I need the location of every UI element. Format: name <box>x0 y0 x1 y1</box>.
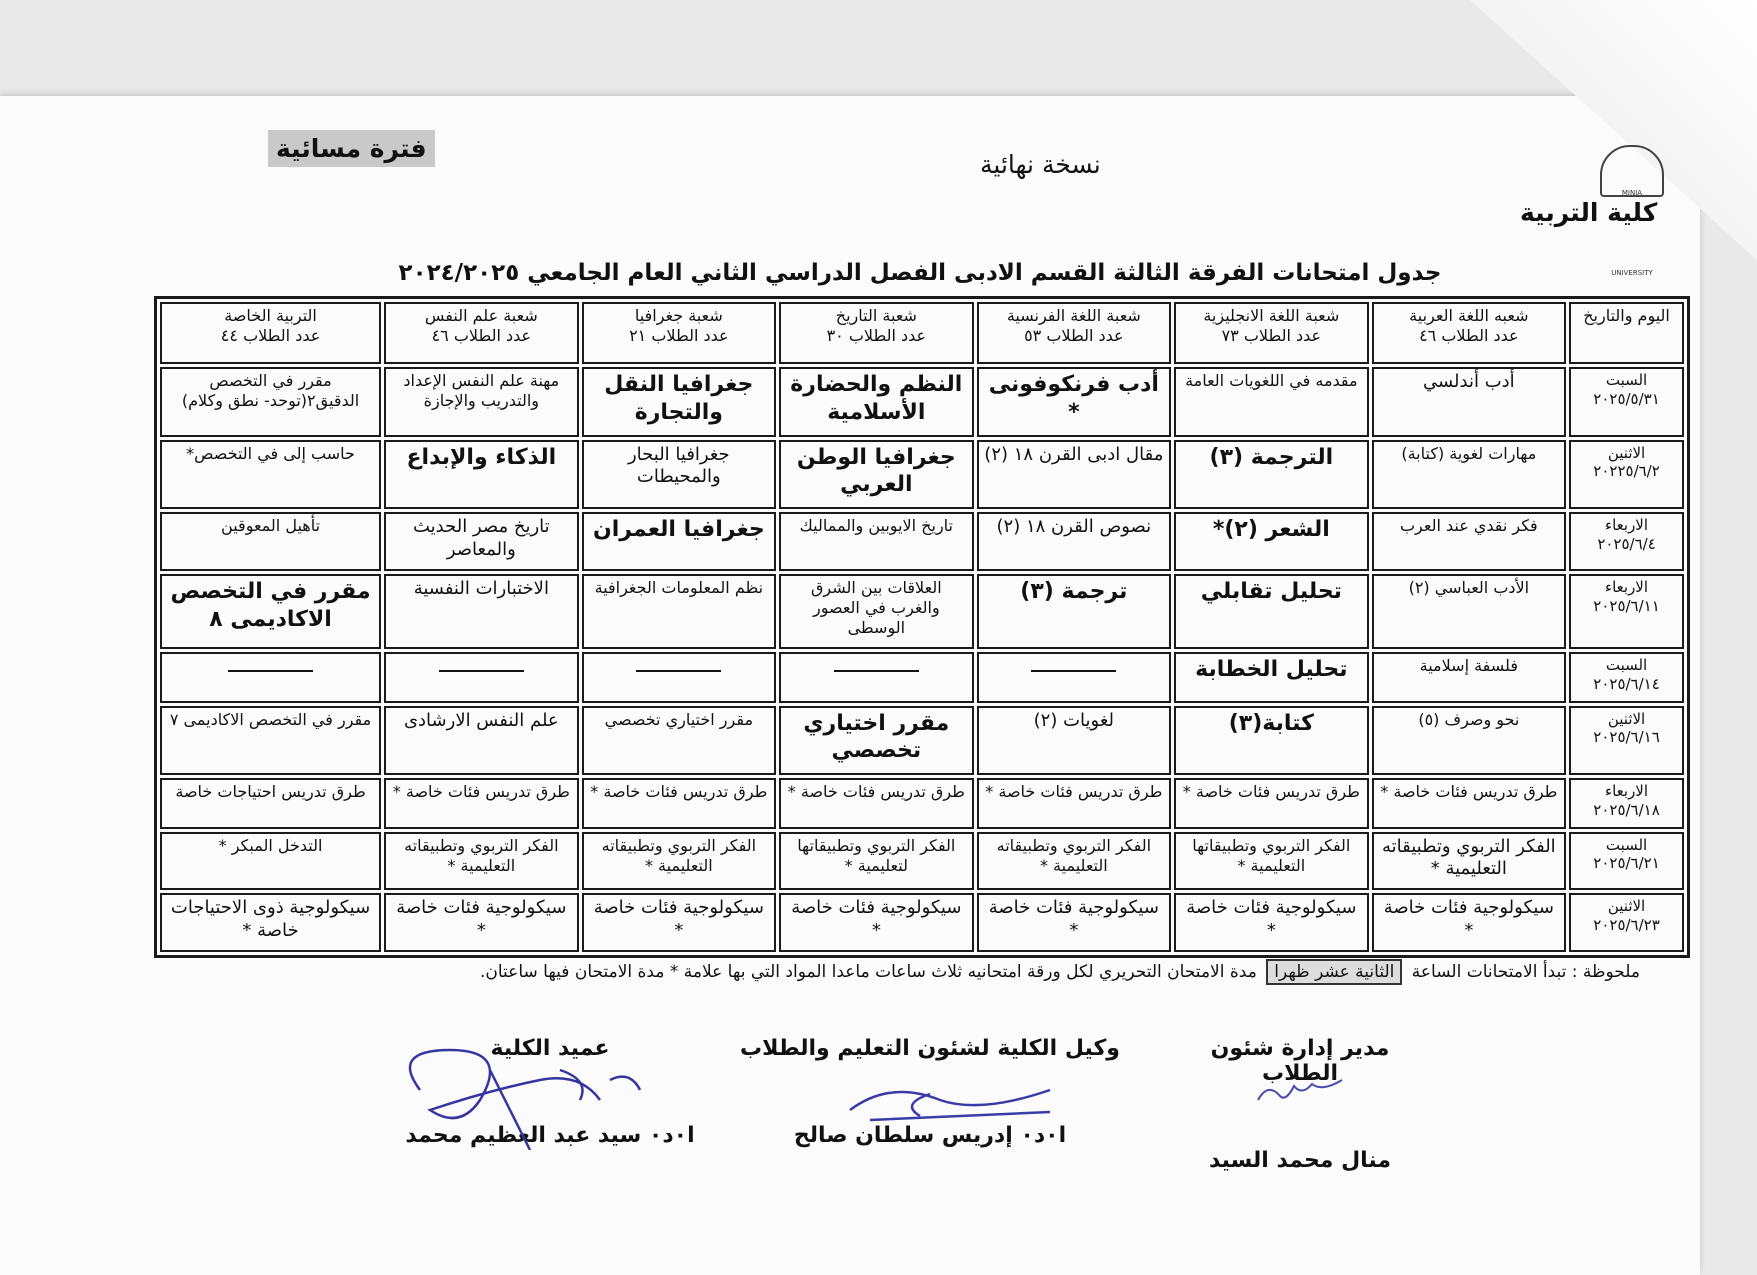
exam-subject-cell <box>779 706 974 776</box>
subject-name: نحو وصرف (٥) <box>1418 709 1520 729</box>
exam-subject-cell <box>977 574 1172 649</box>
exam-subject-cell <box>779 832 974 891</box>
subject-name: سيكولوجية فئات خاصة * <box>1186 897 1357 941</box>
university-logo: MINIA UNIVERSITY <box>1600 145 1664 197</box>
subject-name: طرق تدريس فئات خاصة * <box>392 782 570 802</box>
exam-subject-cell <box>160 832 381 891</box>
section-header <box>977 302 1172 364</box>
exam-subject-cell <box>384 893 579 952</box>
subject-name: جغرافيا العمران <box>592 517 765 543</box>
subject-name: نصوص القرن ١٨ (٢) <box>996 516 1152 538</box>
subject-name: طرق تدريس فئات خاصة * <box>985 782 1163 802</box>
empty-slot-dash <box>439 670 524 672</box>
exam-subject-cell <box>384 778 579 828</box>
exam-subject-cell <box>160 512 381 571</box>
exam-subject-cell <box>384 574 579 649</box>
exam-subject-cell <box>1174 512 1369 571</box>
exam-subject-cell <box>1174 778 1369 828</box>
signature-name: ا٠د٠ سيد عبد العظيم محمد <box>405 1123 695 1148</box>
section-name: شعبه اللغة العربية <box>1409 306 1529 325</box>
exam-subject-cell <box>384 706 579 776</box>
exam-subject-cell <box>1174 893 1369 952</box>
exam-subject-cell <box>977 512 1172 571</box>
student-count: عدد الطلاب ٥٣ <box>1024 326 1124 345</box>
exam-subject-cell <box>1372 440 1567 510</box>
subject-name: جغرافيا البحار والمحيطات <box>627 443 730 488</box>
exam-subject-cell <box>1372 512 1567 571</box>
schedule-body <box>160 302 1684 952</box>
exam-subject-cell <box>779 512 974 571</box>
day-date-header <box>1569 302 1684 364</box>
subject-name: مقال ادبى القرن ١٨ (٢) <box>984 443 1164 465</box>
exam-subject-cell <box>160 440 381 510</box>
exam-subject-cell <box>1372 367 1567 437</box>
exam-subject-cell <box>977 778 1172 828</box>
schedule-row <box>160 893 1684 952</box>
exam-subject-cell <box>384 652 579 702</box>
exam-subject-cell <box>1372 832 1567 891</box>
section-name: شعبة اللغة الفرنسية <box>1006 306 1141 325</box>
exam-date: ٢٠٢٥/٦/١١ <box>1593 596 1660 615</box>
exam-subject-cell <box>1174 706 1369 776</box>
note-suffix: مدة الامتحان التحريري لكل ورقة امتحانيه ثلاث ساعات ماعدا المواد التي بها علامة * مدة الامتحان فيها ساعتان. <box>479 962 1257 982</box>
exam-subject-cell <box>1174 367 1369 437</box>
day-date-cell <box>1569 512 1684 571</box>
section-name: التربية الخاصة <box>224 306 317 325</box>
note-prefix: ملحوظة : تبدأ الامتحانات الساعة <box>1411 962 1640 982</box>
exam-subject-cell <box>160 893 381 952</box>
day-date-cell <box>1569 706 1684 776</box>
subject-name: مقرر اختياري تخصصي <box>803 710 950 764</box>
section-name: شعبة التاريخ <box>835 306 917 325</box>
exam-subject-cell <box>384 367 579 437</box>
day-date-cell <box>1569 440 1684 510</box>
subject-name: تاريخ مصر الحديث والمعاصر <box>412 516 550 560</box>
exam-subject-cell <box>160 706 381 776</box>
subject-name: الفكر التربوي وتطبيقاته التعليمية * <box>1381 835 1556 880</box>
student-count: عدد الطلاب ٤٦ <box>1419 326 1519 345</box>
exam-subject-cell <box>1174 652 1369 702</box>
day-date-cell <box>1569 574 1684 649</box>
subject-name: طرق تدريس احتياجات خاصة <box>175 782 366 802</box>
subject-name: مقرر في التخصص الاكاديمى ٨ <box>170 579 371 632</box>
schedule-row <box>160 652 1684 702</box>
day-name: الاربعاء <box>1605 782 1649 801</box>
subject-name: الفكر التربوي وتطبيقاته التعليمية * <box>996 835 1152 875</box>
exam-subject-cell <box>384 832 579 891</box>
exam-subject-cell <box>779 893 974 952</box>
section-header <box>582 302 777 364</box>
subject-name: الأدب العباسي (٢) <box>1408 578 1530 598</box>
exam-subject-cell <box>977 832 1172 891</box>
section-name: اليوم والتاريخ <box>1583 306 1670 325</box>
student-count: عدد الطلاب ٣٠ <box>826 326 927 345</box>
day-name: السبت <box>1605 371 1648 389</box>
exam-subject-cell <box>977 706 1172 776</box>
section-header <box>1372 302 1567 364</box>
subject-name: سيكولوجية فئات خاصة * <box>791 897 962 941</box>
schedule-row <box>160 832 1684 891</box>
subject-name: الفكر التربوي وتطبيقاته التعليمية * <box>601 835 757 875</box>
empty-slot-dash <box>228 670 313 672</box>
exam-date: ٢٠٢٥/٦/٤ <box>1597 535 1656 554</box>
day-date-cell <box>1569 367 1684 437</box>
exam-subject-cell <box>582 652 777 702</box>
schedule-row <box>160 706 1684 776</box>
schedule-row <box>160 367 1684 437</box>
day-name: السبت <box>1605 656 1648 675</box>
subject-name: النظم والحضارة الأسلامية <box>790 372 963 425</box>
student-count: عدد الطلاب ٤٦ <box>431 326 532 345</box>
signature-name: منال محمد السيد <box>1208 1148 1392 1173</box>
day-name: الاربعاء <box>1605 578 1649 597</box>
subject-name: طرق تدريس فئات خاصة * <box>1380 782 1558 802</box>
signature-name: ا٠د٠ إدريس سلطان صالح <box>793 1123 1067 1148</box>
subject-name: تحليل الخطابة <box>1195 657 1348 683</box>
student-count: عدد الطلاب ٢١ <box>629 326 729 345</box>
exam-subject-cell <box>1372 574 1567 649</box>
subject-name: الترجمة (٣) <box>1209 444 1334 470</box>
subject-name: طرق تدريس فئات خاصة * <box>1182 782 1360 802</box>
subject-name: علم النفس الارشادى <box>403 709 559 731</box>
schedule-row <box>160 574 1684 649</box>
handwritten-signature-1 <box>1250 1072 1350 1112</box>
subject-name: تاريخ الايوبين والمماليك <box>799 516 954 536</box>
handwritten-signature-3 <box>380 1030 700 1150</box>
exam-subject-cell <box>582 367 777 437</box>
exam-subject-cell <box>1372 778 1567 828</box>
section-name: شعبة اللغة الانجليزية <box>1203 306 1340 325</box>
exam-subject-cell <box>779 652 974 702</box>
schedule-title: جدول امتحانات الفرقة الثالثة القسم الادبى الفصل الدراسي الثاني العام الجامعي ٢٠٢٤/٢٠٢٥ <box>398 260 1442 286</box>
exam-subject-cell <box>779 574 974 649</box>
exam-subject-cell <box>160 652 381 702</box>
exam-date: ٢٠٢٥/٦/١٤ <box>1593 675 1660 694</box>
subject-name: مهارات لغوية (كتابة) <box>1401 443 1537 463</box>
schedule-row <box>160 512 1684 571</box>
exam-subject-cell <box>977 893 1172 952</box>
exam-date: ٢٠٢٥/٦/٢٣ <box>1593 916 1660 935</box>
subject-name: الشعر (٢)* <box>1212 517 1330 543</box>
day-date-cell <box>1569 832 1684 891</box>
subject-name: سيكولوجية فئات خاصة * <box>988 897 1159 941</box>
subject-name: سيكولوجية فئات خاصة * <box>396 897 567 941</box>
exam-subject-cell <box>1372 706 1567 776</box>
subject-name: نظم المعلومات الجغرافية <box>594 578 764 598</box>
section-header <box>779 302 974 364</box>
day-date-cell <box>1569 778 1684 828</box>
subject-name: جغرافيا الوطن العربي <box>796 444 956 498</box>
exam-subject-cell <box>977 440 1172 510</box>
empty-slot-dash <box>834 670 919 672</box>
section-header <box>1174 302 1369 364</box>
exam-date: ٢٠٢٥/٦/١٨ <box>1593 801 1660 820</box>
day-date-cell <box>1569 893 1684 952</box>
subject-name: تحليل تقابلي <box>1200 579 1342 605</box>
exam-date: ٢٠٢٥/٥/٣١ <box>1593 389 1660 408</box>
exam-subject-cell <box>1174 574 1369 649</box>
exam-subject-cell <box>977 652 1172 702</box>
exam-subject-cell <box>384 440 579 510</box>
student-count: عدد الطلاب ٤٤ <box>220 326 321 345</box>
exam-subject-cell <box>582 706 777 776</box>
day-name: الاثنين <box>1607 443 1646 462</box>
exam-subject-cell <box>160 367 381 437</box>
subject-name: حاسب إلى في التخصص* <box>186 443 355 463</box>
exam-subject-cell <box>779 778 974 828</box>
final-copy-label: نسخة نهائية <box>980 150 1101 179</box>
exam-subject-cell <box>582 512 777 571</box>
day-name: الاثنين <box>1607 897 1646 916</box>
day-name: الاثنين <box>1607 709 1646 728</box>
subject-name: طرق تدريس فئات خاصة * <box>787 782 965 802</box>
subject-name: العلاقات بين الشرق والغرب في العصور الوسطى <box>811 578 942 638</box>
subject-name: التدخل المبكر * <box>218 835 323 855</box>
exam-note <box>160 962 1640 982</box>
exam-subject-cell <box>582 893 777 952</box>
subject-name: الفكر التربوي وتطبيقاتها لتعليمية * <box>797 835 956 875</box>
subject-name: مهنة علم النفس الإعداد والتدريب والإجازة <box>403 371 560 410</box>
exam-subject-cell <box>779 367 974 437</box>
subject-name: الاختبارات النفسية <box>413 578 549 600</box>
exam-start-time: الثانية عشر ظهرا <box>1266 959 1402 985</box>
schedule-row <box>160 778 1684 828</box>
subject-name: طرق تدريس فئات خاصة * <box>590 782 768 802</box>
exam-subject-cell <box>582 778 777 828</box>
subject-name: كتابة(٣) <box>1228 710 1314 736</box>
exam-subject-cell <box>384 512 579 571</box>
subject-name: سيكولوجية ذوى الاحتياجات خاصة * <box>170 897 371 941</box>
section-name: شعبة جغرافيا <box>634 306 723 325</box>
subject-name: الفكر التربوي وتطبيقاته التعليمية * <box>404 835 559 875</box>
exam-subject-cell <box>160 574 381 649</box>
subject-name: فكر نقدي عند العرب <box>1399 516 1538 536</box>
exam-schedule-table <box>154 296 1690 958</box>
exam-subject-cell <box>582 440 777 510</box>
exam-subject-cell <box>582 574 777 649</box>
subject-name: أدب أندلسي <box>1422 371 1515 392</box>
exam-subject-cell <box>582 832 777 891</box>
day-date-cell <box>1569 652 1684 702</box>
exam-date: ٢٠٢٥/٦/١٦ <box>1593 728 1660 747</box>
exam-subject-cell <box>779 440 974 510</box>
exam-subject-cell <box>1372 652 1567 702</box>
subject-name: سيكولوجية فئات خاصة * <box>593 897 764 941</box>
exam-subject-cell <box>160 778 381 828</box>
empty-slot-dash <box>1031 670 1116 672</box>
exam-date: ٢٠٢٥/٦/٢١ <box>1593 854 1660 873</box>
day-name: الاربعاء <box>1605 516 1649 535</box>
section-header <box>384 302 579 364</box>
subject-name: مقرر اختياري تخصصي <box>604 709 754 729</box>
exam-subject-cell <box>1372 893 1567 952</box>
subject-name: جغرافيا النقل والتجارة <box>604 372 754 425</box>
subject-name: مقرر في التخصص الدقيق٢(توحد- نطق وكلام) <box>181 371 360 410</box>
exam-subject-cell <box>1174 832 1369 891</box>
day-name: السبت <box>1605 835 1648 854</box>
subject-name: تأهيل المعوقين <box>221 516 321 536</box>
subject-name: ترجمة (٣) <box>1020 579 1128 605</box>
faculty-name: كلية التربية <box>1520 198 1658 227</box>
handwritten-signature-2 <box>840 1070 1080 1130</box>
exam-date: ٢٠٢٢٥/٦/٢ <box>1593 462 1660 481</box>
subject-name: أدب فرنكوفونى * <box>988 372 1159 425</box>
subject-name: مقدمه في اللغويات العامة <box>1185 371 1358 390</box>
signature-role: وكيل الكلية لشئون التعليم والطلاب <box>740 1036 1120 1061</box>
empty-slot-dash <box>636 670 721 672</box>
subject-name: سيكولوجية فئات خاصة * <box>1383 897 1554 941</box>
evening-period-label: فترة مسائية <box>268 130 435 167</box>
subject-name: فلسفة إسلامية <box>1419 656 1518 676</box>
subject-name: مقرر في التخصص الاكاديمى ٧ <box>169 709 372 729</box>
signature-role: عميد الكلية <box>490 1036 610 1061</box>
exam-subject-cell <box>977 367 1172 437</box>
section-name: شعبة علم النفس <box>424 306 538 325</box>
signature-role: مدير إدارة شئون الطلاب <box>1210 1036 1390 1086</box>
section-header <box>160 302 381 364</box>
schedule-row <box>160 440 1684 510</box>
subject-name: الفكر التربوي وتطبيقاتها التعليمية * <box>1192 835 1351 875</box>
header-row <box>160 302 1684 364</box>
student-count: عدد الطلاب ٧٣ <box>1221 326 1322 345</box>
subject-name: لغويات (٢) <box>1033 709 1114 731</box>
subject-name: الذكاء والإبداع <box>406 444 557 470</box>
exam-subject-cell <box>1174 440 1369 510</box>
